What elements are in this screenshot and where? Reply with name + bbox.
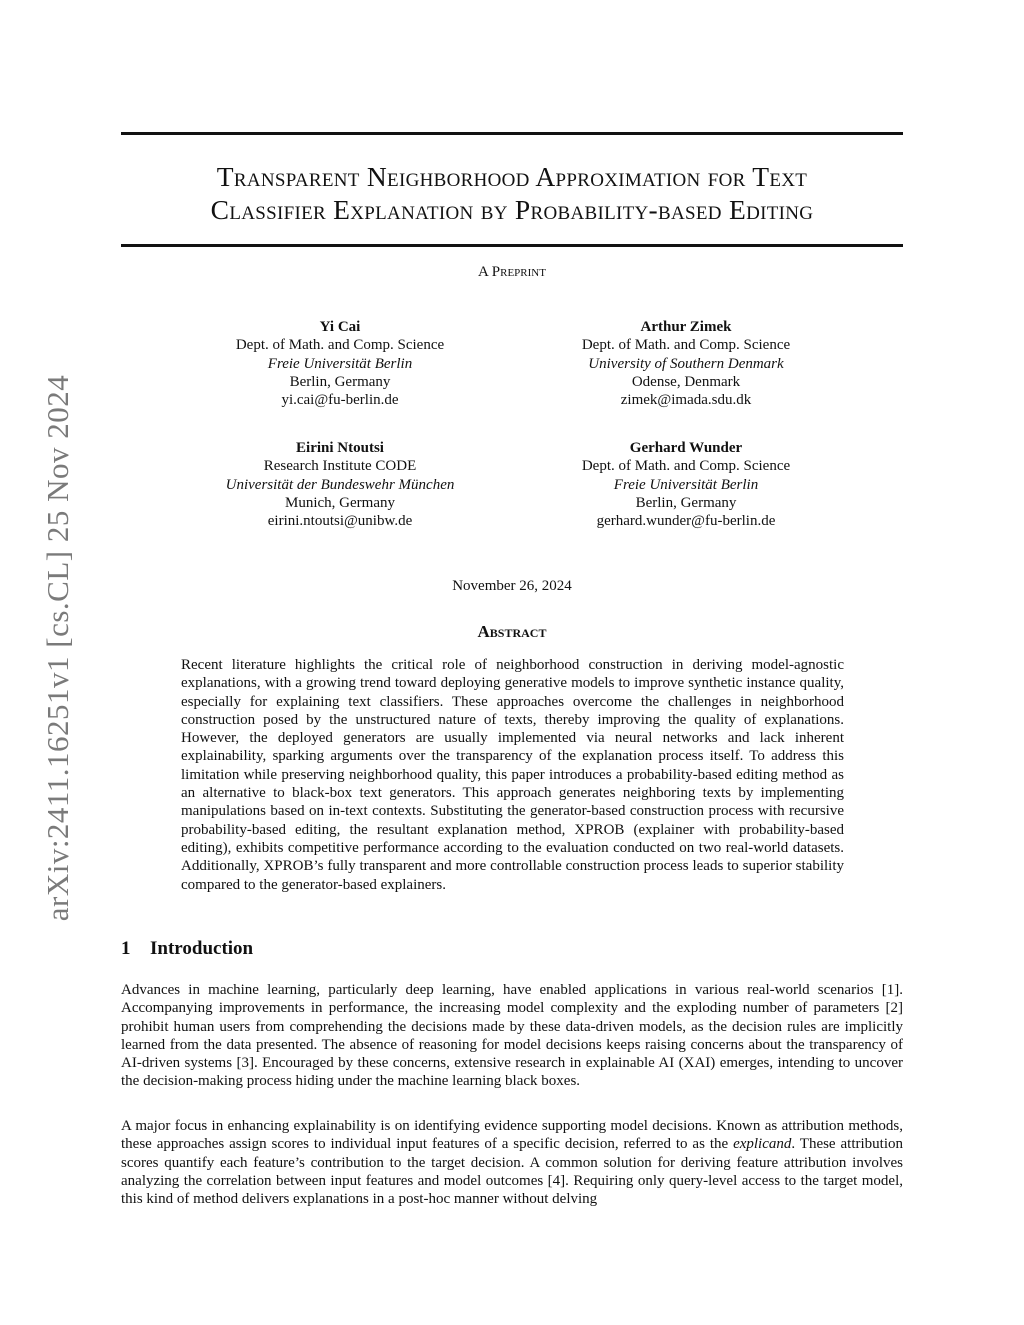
author-name: Gerhard Wunder: [629, 440, 743, 456]
title-top-rule: [121, 132, 903, 135]
author-email[interactable]: yi.cai@fu-berlin.de: [281, 392, 399, 409]
author-block: [170, 439, 510, 530]
author-email[interactable]: gerhard.wunder@fu-berlin.de: [596, 513, 776, 530]
title-bottom-rule: [121, 244, 903, 247]
emphasized-term: explicand: [733, 1136, 792, 1153]
author-name: Yi Cai: [319, 319, 361, 335]
section-heading: [121, 938, 253, 960]
author-department: Dept. of Math. and Comp. Science: [235, 337, 445, 354]
author-department: Dept. of Math. and Comp. Science: [581, 337, 791, 354]
author-block: [516, 439, 856, 530]
body-paragraph: [121, 1117, 903, 1208]
author-institution: Freie Universität Berlin: [267, 355, 413, 372]
author-institution: Universität der Bundeswehr München: [225, 476, 455, 493]
author-name: Arthur Zimek: [640, 319, 732, 335]
author-location: Berlin, Germany: [635, 494, 737, 511]
author-block: [516, 318, 856, 409]
body-paragraph: Advances in machine learning, particularly deep learning, have enabled applications in various real-world scenarios [1]. Accompanying improvements in performance, the increasing model complexity and the exploding number of parameters [2] prohibit human users from comprehending the decisions made by these data-driven models, as the decision rules are implicitly learned from the data presented. The absence of reasoning for model decisions keeps raising concerns about the transparency of AI-driven systems [3]. Encouraged by these concerns, extensive research in explainable AI (XAI) emerges, intending to uncover the decision-making process hiding under the machine learning black boxes.: [121, 982, 903, 1090]
author-location: Berlin, Germany: [289, 373, 391, 390]
paragraph-text: A major focus in enhancing explainability is on identifying evidence supporting model decisions. Known as attribution methods, these approaches assign scores to individual input features of a specific decision, referred to as the: [121, 1118, 903, 1153]
author-email[interactable]: eirini.ntoutsi@unibw.de: [267, 513, 413, 530]
author-block: [170, 318, 510, 409]
paper-title: [121, 160, 903, 226]
author-location: Odense, Denmark: [631, 373, 741, 390]
preprint-label: A Preprint: [478, 264, 546, 280]
paper-title-line-2: Classifier Explanation by Probability-based Editing: [210, 194, 814, 225]
abstract-text: Recent literature highlights the critical role of neighborhood construction in deriving model-agnostic explanations, with a growing trend toward deploying generative models to improve synthetic instance quality, especially for explaining text classifiers. These approaches overcome the challenges in neighborhood construction posed by the unstructured nature of texts, thereby improving the quality of explanations. However, the deployed generators are usually implemented via neural networks and lack inherent explainability, sparking arguments over the transparency of the explanation process itself. To address this limitation while preserving neighborhood quality, this paper introduces a probability-based editing method as an alternative to black-box text generators. This approach generates neighboring texts by implementing manipulations based on in-text contexts. Substituting the generator-based construction process with recursive probability-based editing, the resultant explanation method, XPROB (explainer with probability-based editing), exhibits competitive performance according to the evaluation conducted on two real-world datasets. Additionally, XPROB’s fully transparent and more controllable construction process leads to superior stability compared to the generator-based explainers.: [181, 657, 844, 893]
author-institution: University of Southern Denmark: [588, 355, 784, 372]
author-department: Research Institute CODE: [263, 458, 417, 475]
author-department: Dept. of Math. and Comp. Science: [581, 458, 791, 475]
publication-date: November 26, 2024: [452, 578, 572, 594]
arxiv-identifier[interactable]: arXiv:2411.16251v1 [cs.CL] 25 Nov 2024: [40, 374, 75, 922]
author-institution: Freie Universität Berlin: [613, 476, 759, 493]
author-location: Munich, Germany: [285, 494, 395, 511]
section-number: 1: [121, 938, 131, 959]
author-name: Eirini Ntoutsi: [296, 440, 384, 456]
paper-title-line-1: Transparent Neighborhood Approximation for Text: [216, 161, 808, 192]
paragraph-text: . These attribution scores quantify each feature’s contribution to the target decision. A common solution for deriving feature attribution involves analyzing the correlation between input features and model outcomes [4]. Requiring only query-level access to the target model, this kind of method delivers explanations in a post-hoc manner without delving: [121, 1136, 903, 1208]
abstract-heading: Abstract: [477, 622, 547, 641]
section-title: Introduction: [150, 938, 254, 959]
author-email[interactable]: zimek@imada.sdu.dk: [620, 392, 752, 409]
